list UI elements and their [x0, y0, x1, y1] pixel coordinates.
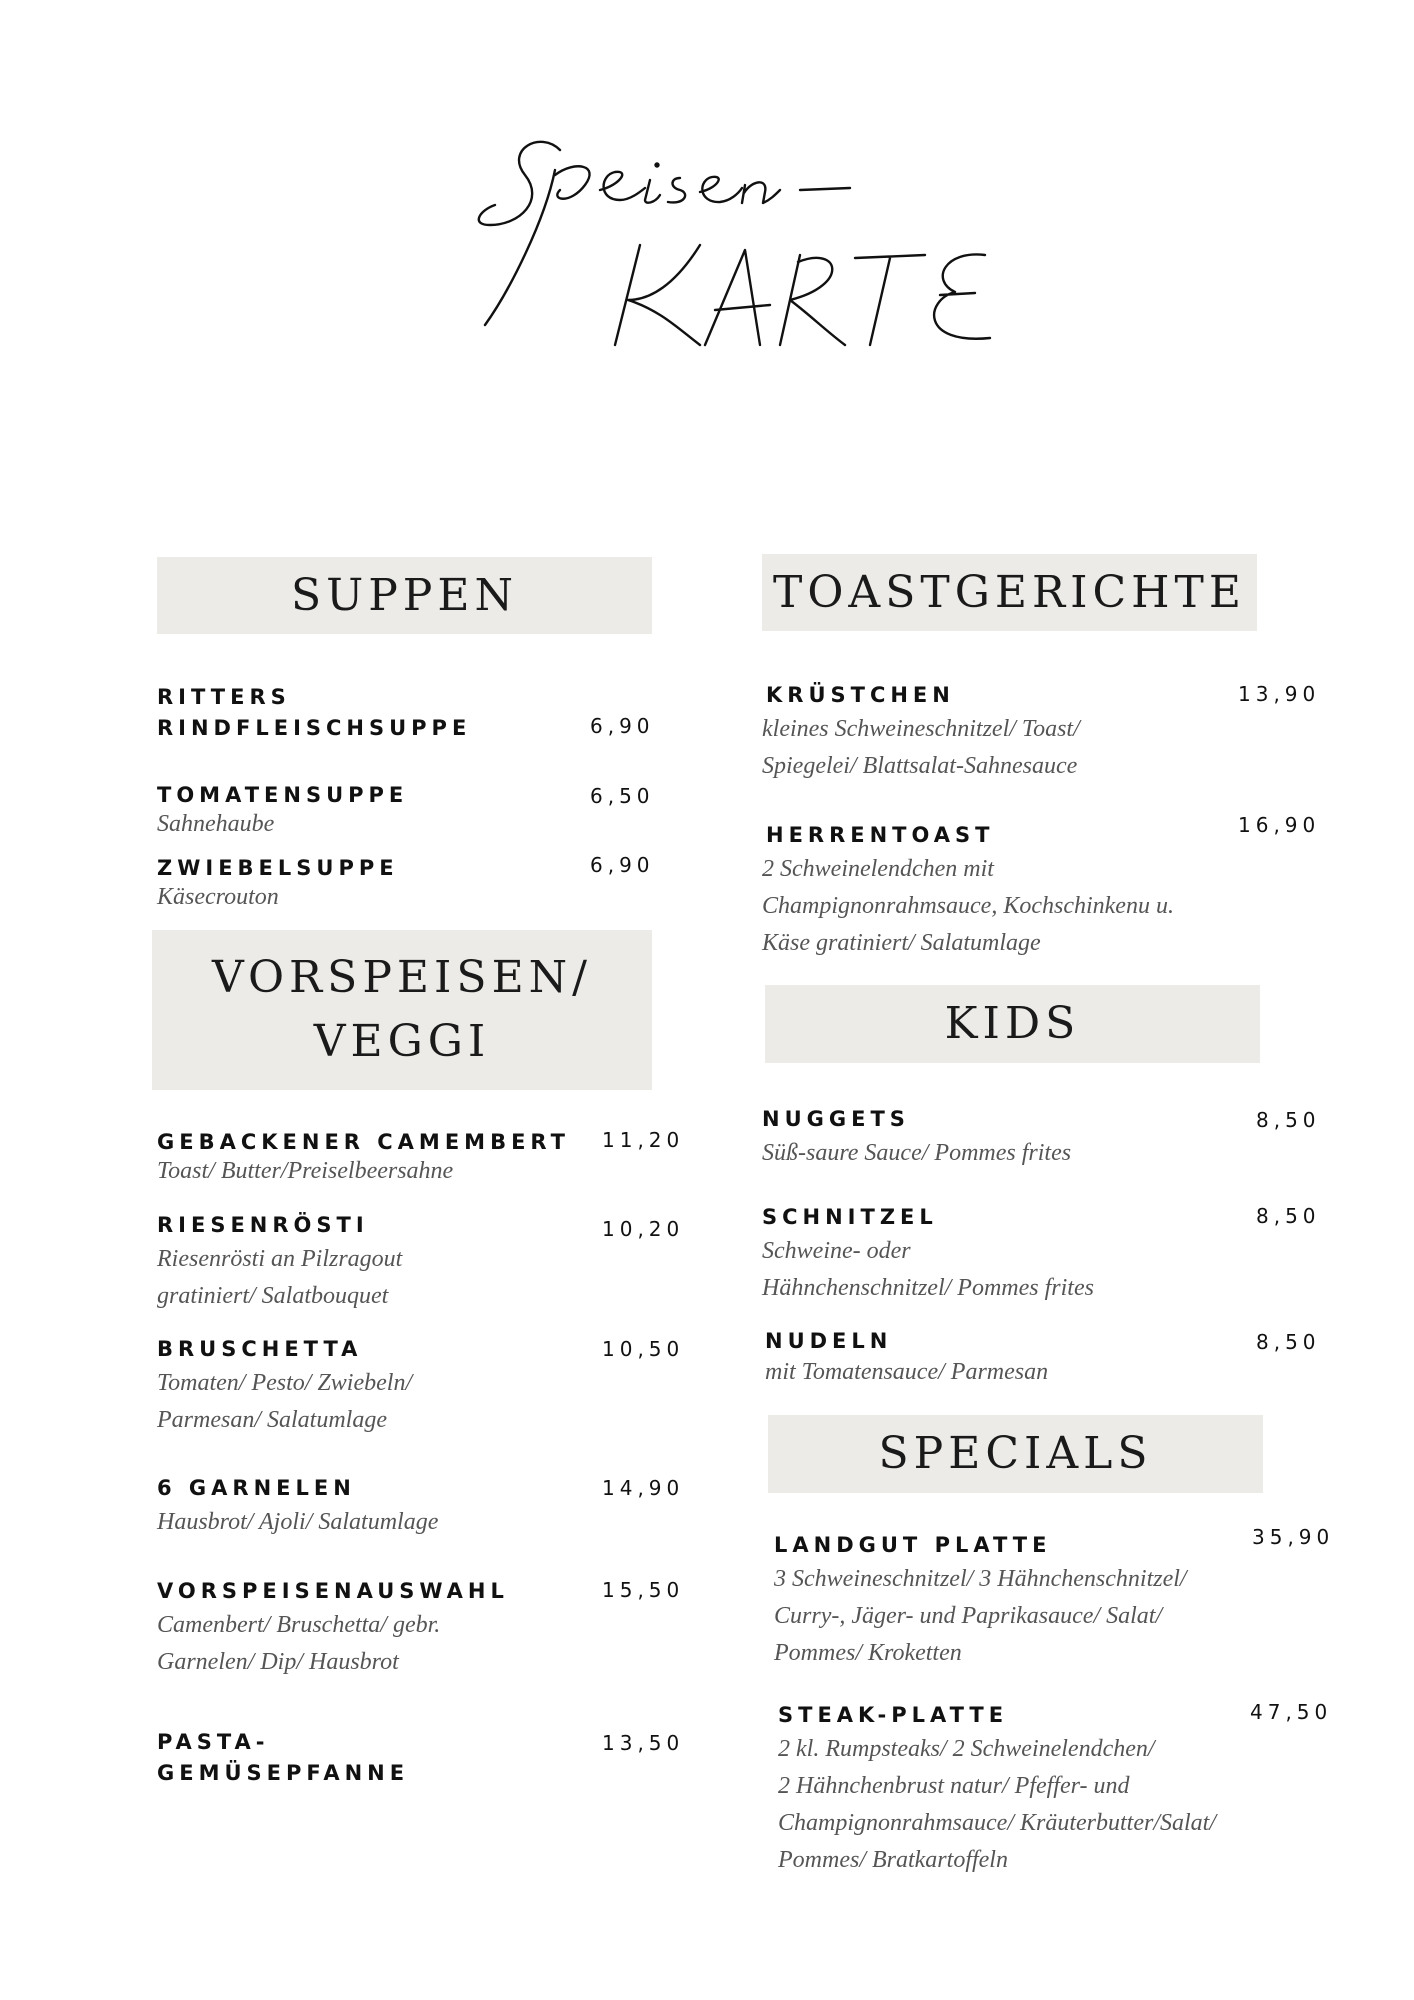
item-description: Champignonrahmsauce, Kochschinkenu u. [762, 893, 1174, 919]
section-title: VORSPEISEN/ [211, 952, 593, 1003]
item-price: 8,50 [1256, 1330, 1321, 1354]
item-price: 6,90 [590, 714, 655, 738]
item-price: 8,50 [1256, 1204, 1321, 1228]
item-name: GEBACKENER CAMEMBERT [157, 1130, 570, 1154]
section-header-suppen [157, 557, 652, 634]
menu-item [774, 1530, 1187, 1672]
item-price: 6,90 [590, 853, 655, 877]
item-price: 10,50 [602, 1337, 685, 1361]
title-script-logo [0, 0, 1414, 400]
item-price: 6,50 [590, 784, 655, 808]
item-description: Garnelen/ Dip/ Hausbrot [157, 1649, 399, 1675]
item-price: 16,90 [1238, 813, 1321, 837]
item-description: Toast/ Butter/Preiselbeersahne [157, 1158, 454, 1184]
item-name: 6 GARNELEN [157, 1476, 356, 1500]
section-title: TOASTGERICHTE [773, 566, 1246, 618]
menu-item [762, 1202, 1094, 1307]
item-name: KRÜSTCHEN [766, 683, 955, 707]
menu-item [157, 1473, 438, 1541]
section-title: KIDS [944, 998, 1081, 1049]
item-description: Hähnchenschnitzel/ Pommes frites [762, 1275, 1094, 1301]
item-name: BRUSCHETTA [157, 1337, 363, 1361]
item-description: Süß-saure Sauce/ Pommes frites [762, 1140, 1072, 1166]
item-name: LANDGUT PLATTE [774, 1533, 1052, 1557]
item-price: 15,50 [602, 1578, 685, 1602]
section-header-vorspeisen [152, 930, 652, 1090]
item-name: GEMÜSEPFANNE [157, 1761, 410, 1785]
menu-item [765, 1326, 1048, 1387]
section-header-specials [768, 1415, 1263, 1493]
item-name: RITTERS [157, 685, 291, 709]
item-description: 3 Schweineschnitzel/ 3 Hähnchenschnitzel/ [774, 1566, 1187, 1592]
item-name: TOMATENSUPPE [157, 783, 409, 807]
menu-item [157, 1727, 409, 1789]
menu-item [157, 682, 471, 744]
item-description: 2 kl. Rumpsteaks/ 2 Schweinelendchen/ [778, 1736, 1155, 1762]
item-description: Parmesan/ Salatumlage [157, 1407, 387, 1433]
item-description: Tomaten/ Pesto/ Zwiebeln/ [157, 1370, 413, 1396]
item-name: NUDELN [765, 1329, 893, 1353]
section-title: SUPPEN [290, 569, 519, 621]
item-price: 14,90 [602, 1476, 685, 1500]
item-name: ZWIEBELSUPPE [157, 856, 399, 880]
menu-title [0, 0, 1414, 400]
item-price: 8,50 [1256, 1108, 1321, 1132]
item-description: Schweine- oder [762, 1238, 911, 1264]
item-description: Pommes/ Bratkartoffeln [778, 1847, 1008, 1873]
item-description: Riesenrösti an Pilzragout [157, 1246, 403, 1272]
item-name: SCHNITZEL [762, 1205, 938, 1229]
menu-item [157, 1127, 570, 1184]
item-description: Champignonrahmsauce/ Kräuterbutter/Salat/ [778, 1810, 1216, 1836]
item-description: 2 Hähnchenbrust natur/ Pfeffer- und [778, 1773, 1130, 1799]
item-name: VORSPEISENAUSWAHL [157, 1579, 509, 1603]
item-description: gratiniert/ Salatbouquet [157, 1283, 389, 1309]
item-description: Hausbrot/ Ajoli/ Salatumlage [157, 1509, 439, 1535]
menu-item [157, 853, 399, 910]
section-header-toastgerichte [762, 554, 1257, 631]
section-title: VEGGI [313, 1016, 491, 1067]
item-name: STEAK-PLATTE [778, 1703, 1009, 1727]
menu-item [157, 1576, 509, 1681]
item-price: 13,50 [602, 1731, 685, 1755]
item-name: RIESENRÖSTI [157, 1213, 369, 1237]
menu-item [157, 1334, 412, 1439]
item-price: 47,50 [1250, 1700, 1333, 1724]
item-price: 13,90 [1238, 682, 1321, 706]
item-description: 2 Schweinelendchen mit [762, 856, 994, 882]
menu-item [762, 820, 1174, 962]
menu-item [157, 1210, 402, 1315]
item-description: Sahnehaube [157, 811, 275, 837]
item-description: Pommes/ Kroketten [774, 1640, 962, 1666]
item-name: PASTA- [157, 1730, 270, 1754]
item-price: 10,20 [602, 1217, 685, 1241]
item-description: Curry-, Jäger- und Paprikasauce/ Salat/ [774, 1603, 1163, 1629]
section-title: SPECIALS [878, 1428, 1153, 1479]
item-price: 11,20 [602, 1128, 685, 1152]
menu-item [778, 1700, 1216, 1879]
item-description: kleines Schweineschnitzel/ Toast/ [762, 716, 1080, 742]
item-price: 35,90 [1252, 1525, 1335, 1549]
menu-item [762, 680, 1080, 785]
section-header-kids [765, 985, 1260, 1063]
item-name: RINDFLEISCHSUPPE [157, 716, 472, 740]
item-description: Käsecrouton [157, 884, 279, 910]
item-description: Käse gratiniert/ Salatumlage [762, 930, 1041, 956]
item-description: Camenbert/ Bruschetta/ gebr. [157, 1612, 441, 1638]
item-name: HERRENTOAST [766, 823, 995, 847]
menu-item [762, 1104, 1071, 1172]
item-description: Spiegelei/ Blattsalat-Sahnesauce [762, 753, 1078, 779]
item-description: mit Tomatensauce/ Parmesan [765, 1359, 1049, 1385]
item-name: NUGGETS [762, 1107, 910, 1131]
menu-item [157, 780, 408, 837]
